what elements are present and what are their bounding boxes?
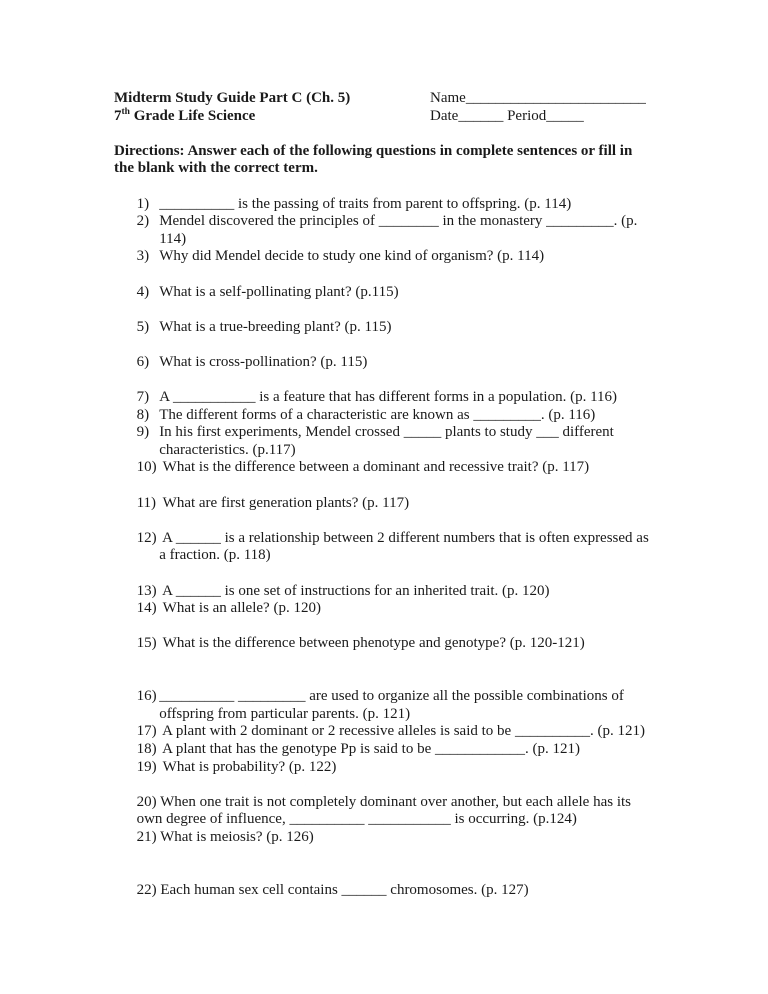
question-item-11: [137, 495, 657, 513]
question-number: 13): [136, 582, 157, 599]
question-number: 8): [136, 406, 150, 423]
question-text: A ______ is one set of instructions for an inherited trait. (p. 120): [159, 582, 550, 599]
question-text: What is a true-breeding plant? (p. 115): [159, 318, 392, 335]
question-number: 1): [136, 195, 150, 212]
grade-number: 7: [114, 107, 122, 124]
question-item-18: [137, 741, 657, 759]
question-item-13: [137, 583, 657, 601]
question-item-20: [137, 794, 657, 829]
question-item-4: [137, 284, 657, 302]
question-item-9: [137, 424, 657, 459]
question-number: 11): [136, 494, 157, 511]
question-number: 9): [136, 424, 150, 441]
question-number: 17): [136, 723, 157, 740]
question-item-1: [137, 196, 657, 214]
question-item-5: [137, 319, 657, 337]
header-title-block: [114, 90, 430, 125]
question-item-16: [137, 688, 657, 723]
question-list: [137, 196, 657, 900]
question-number: 4): [136, 283, 150, 300]
question-text: What is the difference between a dominant and recessive trait? (p. 117): [159, 459, 590, 476]
question-number: 22): [136, 881, 157, 898]
name-label: Name: [430, 90, 466, 106]
period-blank: _____: [546, 107, 584, 124]
question-item-21: [137, 829, 657, 847]
question-item-7: [137, 389, 657, 407]
document-header: [114, 90, 656, 125]
question-text: In his first experiments, Mendel crossed _____ plants to study ___ different characteristics. (p.117): [159, 424, 614, 458]
question-text: Why did Mendel decide to study one kind of organism? (p. 114): [159, 248, 545, 265]
question-item-6: [137, 354, 657, 372]
question-item-17: [137, 723, 657, 741]
date-period-line: [430, 108, 656, 126]
question-number: 15): [136, 635, 157, 652]
question-item-10: [137, 459, 657, 477]
question-number: 12): [136, 529, 157, 546]
question-number: 7): [136, 389, 150, 406]
directions-text: Directions: Answer each of the following questions in complete sentences or fill in the blank with the correct term.: [114, 142, 633, 177]
question-text: A plant with 2 dominant or 2 recessive alleles is said to be __________. (p. 121): [159, 723, 645, 740]
question-text: Each human sex cell contains ______ chromosomes. (p. 127): [156, 881, 529, 898]
question-number: 10): [136, 459, 157, 476]
question-item-15: [137, 635, 657, 653]
question-number: 14): [136, 600, 157, 617]
question-text: Mendel discovered the principles of ________ in the monastery _________. (p. 114): [159, 213, 638, 247]
question-text: What is cross-pollination? (p. 115): [159, 353, 368, 370]
question-text: A ___________ is a feature that has different forms in a population. (p. 116): [159, 389, 618, 406]
question-text: When one trait is not completely dominant over another, but each allele has its own degree of influence, __________ ___________ is occurring. (p.124): [136, 793, 631, 828]
question-number: 3): [136, 248, 150, 265]
question-number: 6): [136, 353, 150, 370]
question-number: 18): [136, 740, 157, 757]
question-item-22: [137, 882, 657, 900]
question-item-2: [137, 213, 657, 248]
doc-subtitle: [114, 108, 430, 126]
question-number: 16): [136, 688, 157, 705]
header-fill-in-block: [430, 90, 656, 125]
date-label: Date: [430, 107, 459, 124]
question-text: What is an allele? (p. 120): [159, 600, 321, 617]
question-text: __________ is the passing of traits from parent to offspring. (p. 114): [159, 195, 572, 212]
name-blank: ________________________: [465, 90, 646, 106]
question-number: 2): [136, 213, 150, 230]
grade-ordinal: th: [121, 106, 130, 117]
grade-rest: Grade Life Science: [129, 107, 256, 124]
question-text: A ______ is a relationship between 2 different numbers that is often expressed as a fraction. (p. 118): [159, 529, 649, 564]
question-number: 19): [136, 758, 157, 775]
question-text: A plant that has the genotype Pp is said to be ____________. (p. 121): [159, 740, 580, 757]
question-item-19: [137, 759, 657, 777]
question-number: 5): [136, 318, 150, 335]
question-text: What is probability? (p. 122): [159, 758, 337, 775]
date-blank: ______: [458, 107, 504, 124]
question-item-3: [137, 248, 657, 266]
question-text: What is a self-pollinating plant? (p.115): [159, 283, 399, 300]
name-line: [430, 90, 656, 108]
doc-title: Midterm Study Guide Part C (Ch. 5): [114, 90, 351, 106]
question-text: What is the difference between phenotype and genotype? (p. 120-121): [159, 635, 585, 652]
question-number: 20): [136, 793, 157, 810]
question-item-12: [137, 530, 657, 565]
question-text: What is meiosis? (p. 126): [156, 828, 314, 845]
question-text: __________ _________ are used to organize all the possible combinations of offspring from particular parents. (p. 121): [159, 688, 624, 722]
period-label: Period: [503, 107, 547, 124]
question-item-8: [137, 407, 657, 425]
question-text: What are first generation plants? (p. 117): [159, 494, 410, 511]
question-text: The different forms of a characteristic are known as _________. (p. 116): [159, 406, 596, 423]
question-number: 21): [136, 828, 157, 845]
question-item-14: [137, 600, 657, 618]
